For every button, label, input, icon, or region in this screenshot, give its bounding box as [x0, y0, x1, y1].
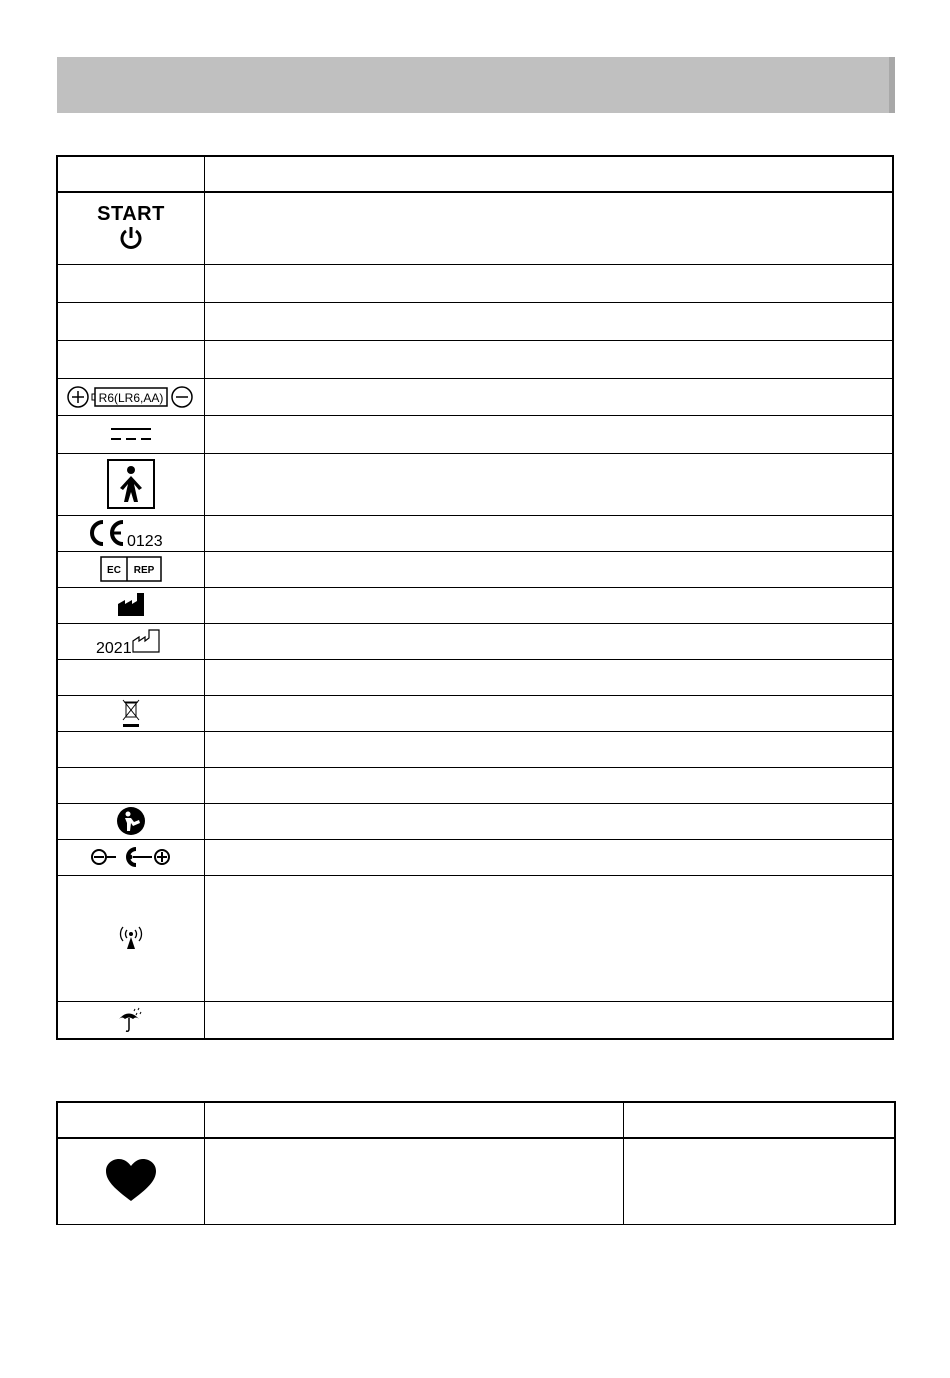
- ec-rep-icon: [100, 556, 162, 582]
- table-row: [57, 515, 893, 551]
- rep-label: REP: [133, 565, 155, 576]
- ce-mark-icon: [85, 517, 177, 549]
- follow-instructions-icon: [116, 806, 146, 836]
- header-cell-description: [205, 156, 894, 192]
- table-row: [57, 1138, 895, 1224]
- table-row: [57, 803, 893, 839]
- table-row: [57, 875, 893, 1001]
- direct-current-icon: [107, 423, 155, 445]
- table-row: [57, 415, 893, 453]
- table-row: [57, 623, 893, 659]
- section-header-bar: [57, 57, 895, 113]
- ce-number: 0123: [127, 533, 163, 549]
- table-row: [57, 659, 893, 695]
- date-of-manufacture-icon: [96, 627, 166, 655]
- header-cell-symbol: [57, 156, 205, 192]
- table-row: [57, 695, 893, 731]
- dc-polarity-icon: [90, 846, 172, 868]
- table-header-row: [57, 1102, 895, 1138]
- battery-icon: [65, 383, 197, 411]
- display-symbols-table: [56, 1101, 896, 1225]
- manufacturer-icon: [116, 592, 146, 618]
- table-row: [57, 264, 893, 302]
- table-row: [57, 1001, 893, 1039]
- table-row: [57, 587, 893, 623]
- table-row: [57, 731, 893, 767]
- non-ionizing-radiation-icon: [116, 925, 146, 951]
- start-label: START: [97, 203, 165, 226]
- table-row: [57, 453, 893, 515]
- table-row: [57, 551, 893, 587]
- table-header-row: [57, 156, 893, 192]
- battery-label: R6(LR6,AA): [98, 390, 164, 405]
- table-row: [57, 839, 893, 875]
- table-row: [57, 340, 893, 378]
- table-row: [57, 378, 893, 415]
- manufacture-year: 2021: [96, 640, 132, 655]
- power-icon: [118, 224, 144, 252]
- table-row: [57, 192, 893, 264]
- table-row: [57, 302, 893, 340]
- ec-label: EC: [107, 565, 121, 576]
- symbols-table: [56, 155, 894, 1040]
- type-bf-applied-part-icon: [106, 458, 156, 510]
- keep-dry-icon: [116, 1006, 146, 1034]
- heart-icon: [105, 1159, 157, 1203]
- table-row: [57, 767, 893, 803]
- weee-disposal-icon: [121, 697, 141, 729]
